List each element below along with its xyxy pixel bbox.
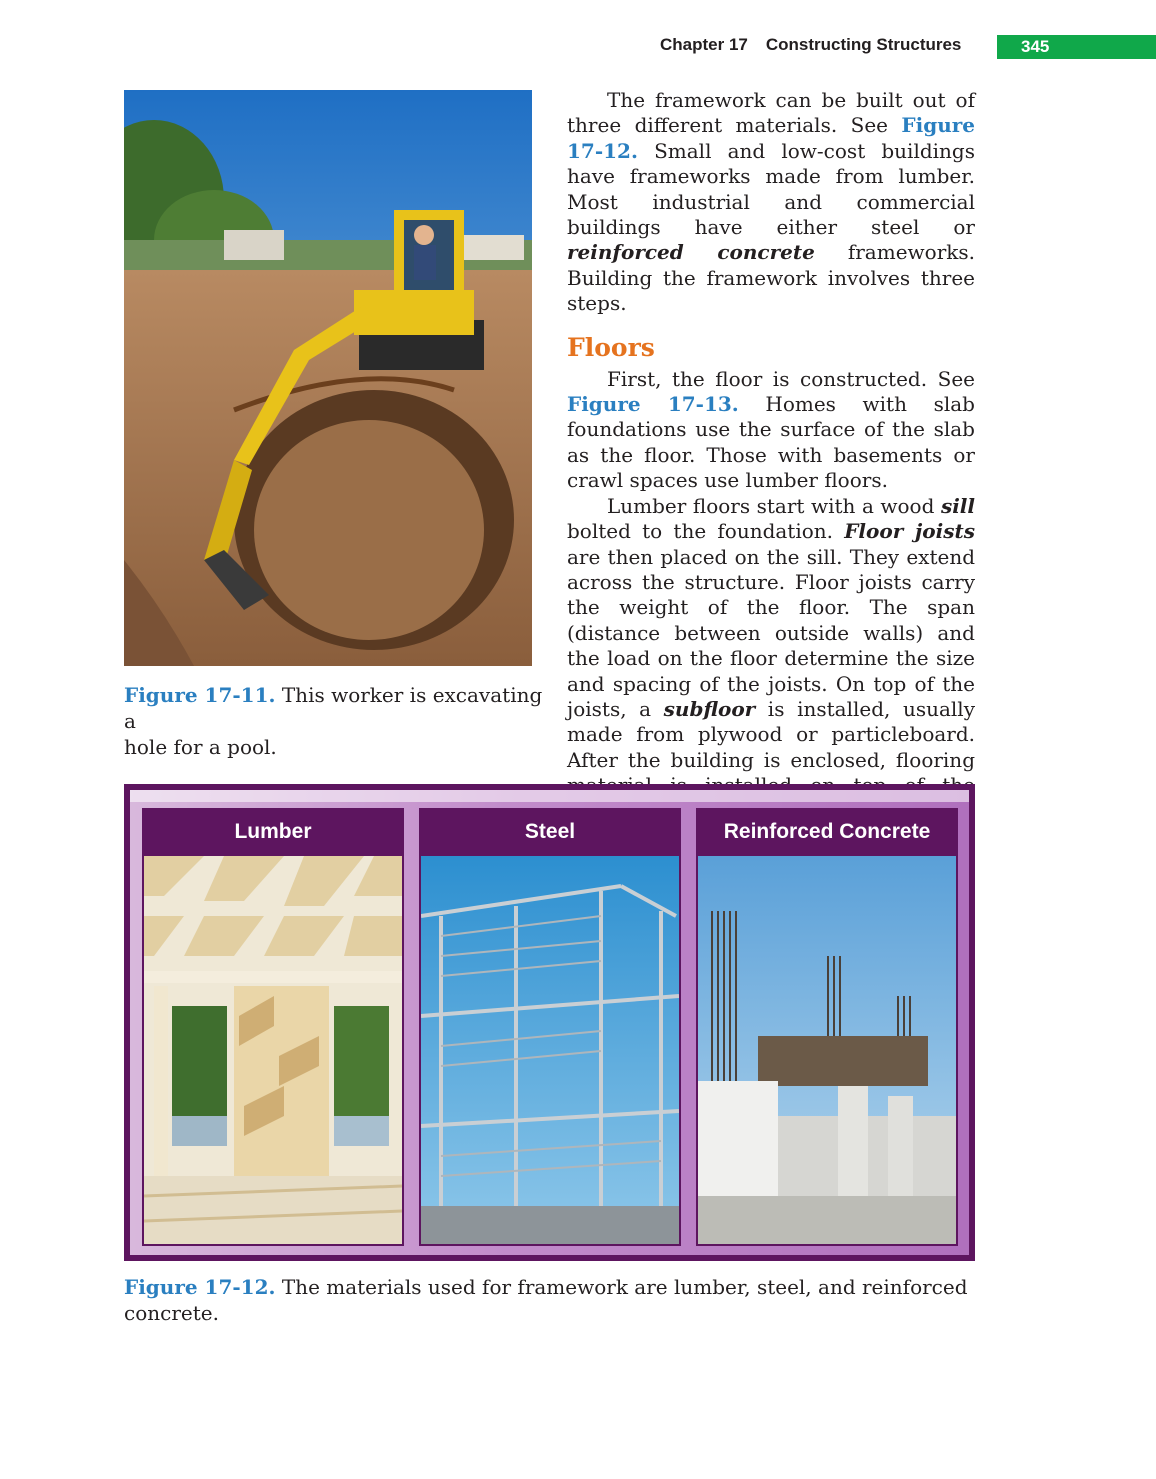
figure-17-11-caption xyxy=(124,682,544,760)
framework-materials-figure xyxy=(124,784,975,1261)
text-span: are then placed on the sill. They extend across the structure. Floor joists carry the weight of the floor. The span (distance between outside walls) and the load on the floor determine the size and spacing of the joists. On top of the joists, a xyxy=(567,544,975,721)
excavator-photo xyxy=(124,90,532,666)
panel-title: Steel xyxy=(419,808,681,854)
text-span: is installed, usually made from plywood or particleboard. After the building is enclosed, flooring xyxy=(567,696,975,772)
lumber-panel xyxy=(142,808,404,1246)
section-heading: Floors xyxy=(567,332,655,362)
caption-text: hole for a pool. xyxy=(124,735,277,759)
key-term: sill xyxy=(940,493,975,518)
steel-photo xyxy=(419,854,681,1246)
reinforced-concrete-panel xyxy=(696,808,958,1246)
body-text xyxy=(567,88,975,824)
text-span: The framework can be built out of three different materials. See xyxy=(567,88,975,138)
text-span: bolted to the foundation. xyxy=(567,519,845,544)
panel-highlight xyxy=(130,790,969,802)
text-span: First, the floor is constructed. See xyxy=(607,366,975,391)
text-span: Homes with slab foundations use the surface of the slab as the floor. Those with basements or crawl spaces use lumber floors. xyxy=(567,392,975,493)
figure-reference[interactable]: Figure 17-12. xyxy=(567,113,975,163)
text-span: Small and low-cost buildings have frameworks made from lumber. Most industrial and commercial buildings have either steel or xyxy=(567,138,975,240)
figure-17-12-caption xyxy=(124,1274,975,1326)
figure-label: Figure 17-11. xyxy=(124,683,276,707)
reinforced-concrete-photo xyxy=(696,854,958,1246)
paragraph xyxy=(567,88,975,317)
caption-text: concrete. xyxy=(124,1301,219,1325)
caption-text: The materials used for framework are lumber, steel, and reinforced xyxy=(275,1275,968,1299)
chapter-number: Chapter 17 xyxy=(660,35,748,54)
figure-label: Figure 17-12. xyxy=(124,1275,276,1299)
lumber-photo xyxy=(142,854,404,1246)
paragraph xyxy=(567,494,975,824)
key-term: reinforced concrete xyxy=(567,240,815,265)
caption-text: This worker is excavating a xyxy=(124,683,543,733)
page-number: 345 xyxy=(997,35,1156,59)
text-span: Lumber floors start with a wood xyxy=(607,493,941,518)
running-header xyxy=(660,35,961,59)
paragraph xyxy=(567,367,975,494)
chapter-title: Constructing Structures xyxy=(765,35,962,54)
panel-title: Lumber xyxy=(142,808,404,854)
panel-title: Reinforced Concrete xyxy=(696,808,958,854)
panel-background xyxy=(130,790,969,1255)
key-term: Floor joists xyxy=(844,519,975,544)
text-span: frameworks. Building the framework involves three steps. xyxy=(567,240,975,316)
steel-panel xyxy=(419,808,681,1246)
figure-reference[interactable]: Figure 17-13. xyxy=(567,392,739,417)
key-term: subfloor xyxy=(663,696,756,721)
